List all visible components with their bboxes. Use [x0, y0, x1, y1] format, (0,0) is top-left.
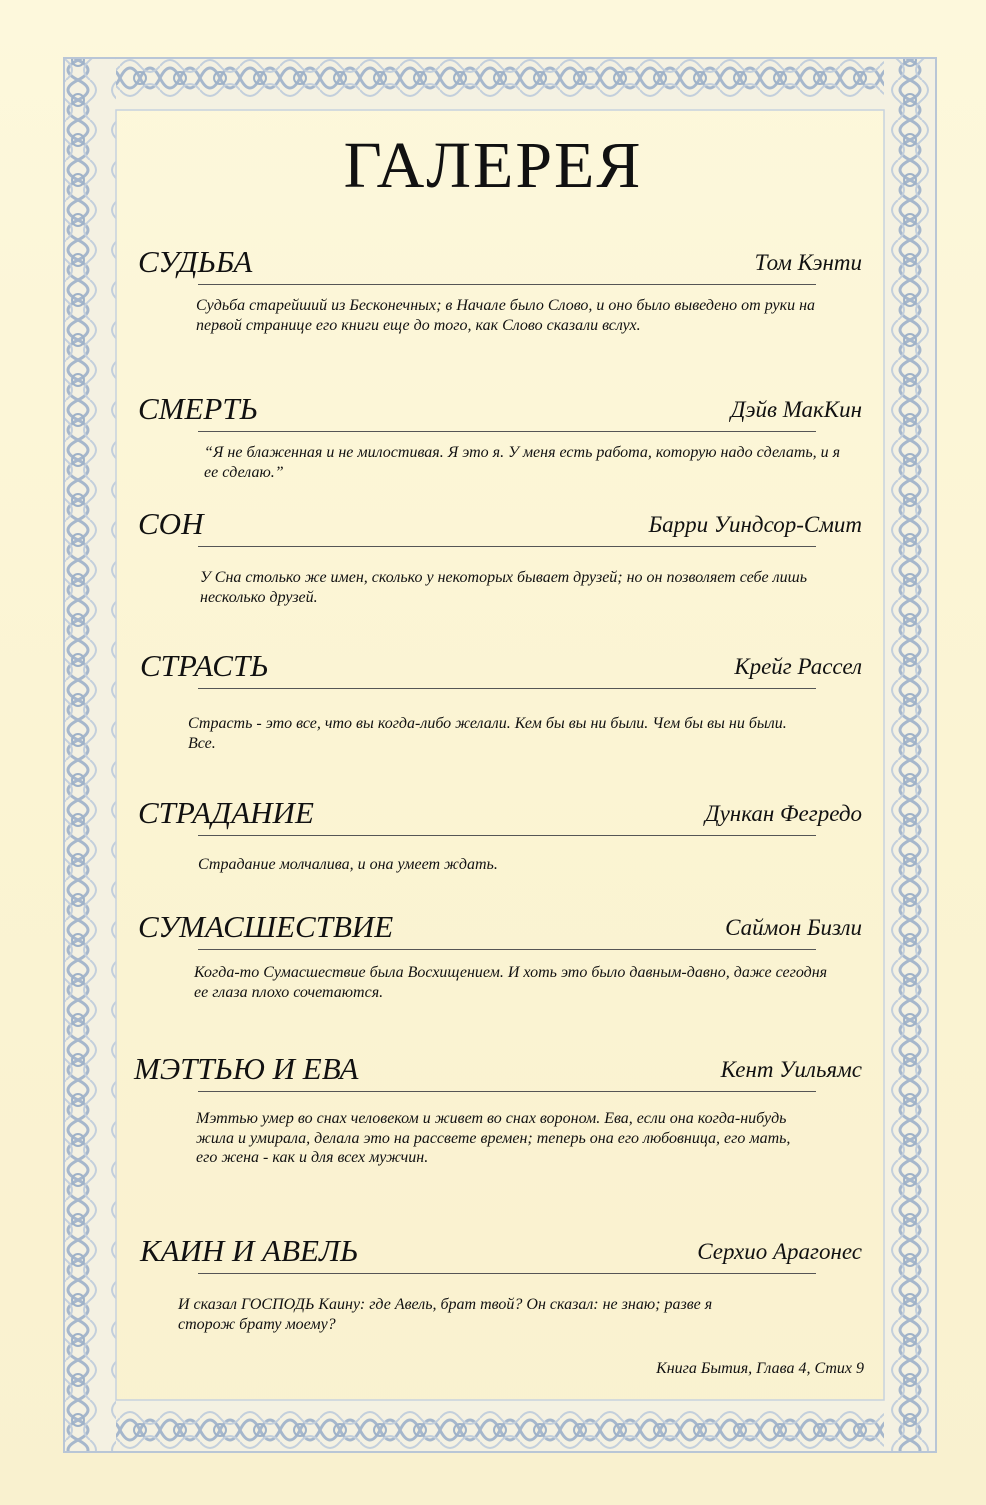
entry-description: Судьба старейший из Бесконечных; в Начале было Слово, и оно было выведено от руки на первой странице его книги еще до того, как Слово сказали вслух.	[196, 297, 816, 334]
entry-description: Мэттью умер во снах человеком и живет во снах вороном. Ева, если она когда-нибудь жила и умирала, делала это на рассвете времен; теперь она его любовница, его мать, его жена - как и для всех мужчин.	[196, 1110, 791, 1166]
entry-description: Страсть - это все, что вы когда-либо желали. Кем бы вы ни были. Чем бы вы ни были. Все.	[188, 715, 787, 752]
entry-divider	[198, 546, 816, 547]
entry-name: СМЕРТЬ	[138, 391, 258, 426]
entry-divider	[198, 1273, 816, 1274]
entry-name: СТРАДАНИЕ	[138, 795, 314, 830]
entry-divider	[198, 284, 816, 285]
entry-description: У Сна столько же имен, сколько у некоторых бывает друзей; но он позволяет себе лишь несколько друзей.	[200, 569, 807, 606]
entry-divider	[198, 431, 816, 432]
bible-citation: Книга Бытия, Глава 4, Стих 9	[656, 1360, 864, 1377]
entry-divider	[198, 1091, 816, 1092]
entry-description: И сказал ГОСПОДЬ Каину: где Авель, брат твой? Он сказал: не знаю; разве я сторож брату моему?	[178, 1296, 713, 1333]
entry-description: “Я не блаженная и не милостивая. Я это я. У меня есть работа, которую надо сделать, и я ее сделаю.”	[204, 444, 841, 481]
entry-artist: Барри Уиндсор-Смит	[648, 512, 862, 537]
entry-name: СОН	[138, 506, 204, 541]
entry-divider	[198, 949, 816, 950]
entry-artist: Дэйв МакКин	[730, 397, 862, 422]
entry-name: СУМАСШЕСТВИЕ	[138, 909, 394, 944]
entry-artist: Саймон Бизли	[725, 915, 862, 940]
entry-description: Страдание молчалива, и она умеет ждать.	[198, 856, 498, 873]
entry-description: Когда-то Сумасшествие была Восхищением. И хоть это было давным-давно, даже сегодня ее глаза плохо сочетаются.	[194, 964, 828, 1001]
entry-name: СУДЬБА	[138, 244, 253, 279]
entry-artist: Дункан Фегредо	[704, 801, 862, 826]
entry-artist: Кент Уильямс	[720, 1057, 862, 1082]
entry-divider	[198, 688, 816, 689]
entry-artist: Крейг Рассел	[734, 654, 862, 679]
entry-artist: Том Кэнти	[754, 250, 862, 275]
page-title: ГАЛЕРЕЯ	[343, 129, 643, 202]
entry-artist: Серхио Арагонес	[697, 1239, 862, 1264]
entry-name: КАИН И АВЕЛЬ	[140, 1233, 359, 1268]
entry-divider	[198, 835, 816, 836]
entry-name: СТРАСТЬ	[140, 648, 269, 683]
entry-name: МЭТТЬЮ И ЕВА	[134, 1051, 359, 1086]
